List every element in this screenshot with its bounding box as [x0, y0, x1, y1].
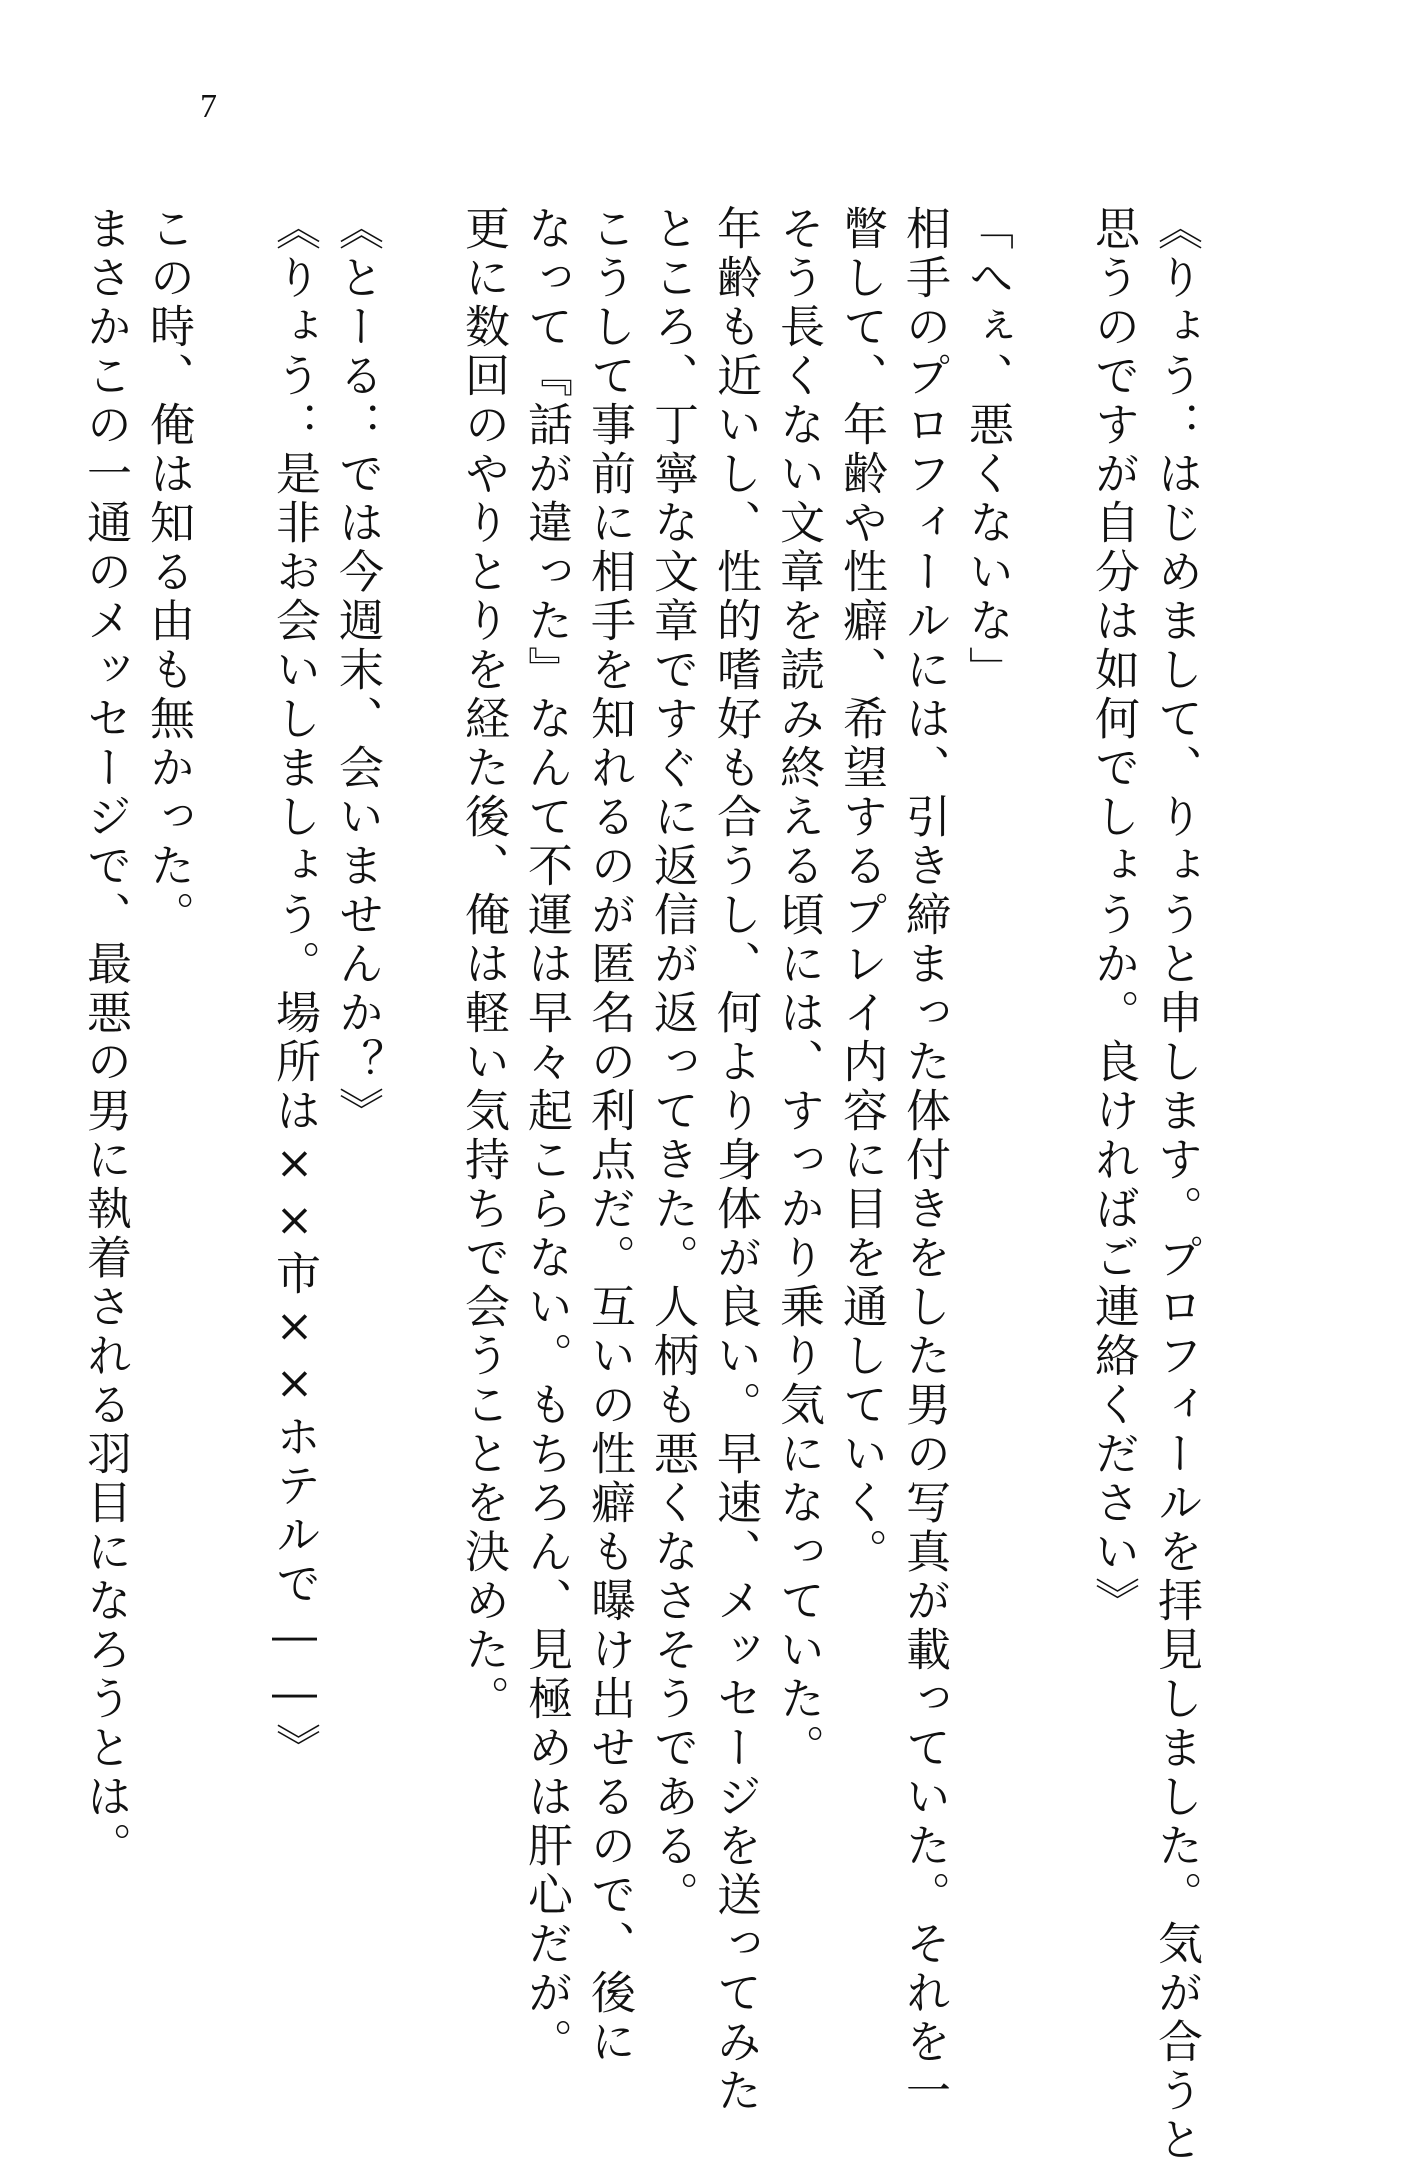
text-line: まさかこの一通のメッセージで、最悪の男に執着される羽目になろうとは。 — [79, 205, 132, 1871]
text-line: この時、俺は知る由も無かった。 — [142, 205, 195, 940]
text-line: 「へぇ、悪くないな」 — [961, 205, 1014, 695]
text-line: そう長くない文章を読み終える頃には、すっかり乗り気になっていた。 — [772, 205, 825, 1773]
text-line: ところ、丁寧な文章ですぐに返信が返ってきた。人柄も悪くなさそうである。 — [646, 205, 699, 1920]
text-line: こうして事前に相手を知れるのが匿名の利点だ。互いの性癖も曝け出せるので、後に — [583, 205, 636, 2067]
text-line: 更に数回のやりとりを経た後、俺は軽い気持ちで会うことを決めた。 — [457, 205, 510, 1724]
blank-line — [200, 205, 263, 1855]
page-number: 7 — [200, 88, 217, 125]
text-line: 《りょう：はじめまして、りょうと申します。プロフィールを拝見しました。気が合うと — [1150, 205, 1203, 2165]
text-line: 年齢も近いし、性的嗜好も合うし、何より身体が良い。早速、メッセージを送ってみた — [709, 205, 762, 2116]
text-line: 相手のプロフィールには、引き締まった体付きをした男の写真が載っていた。それを一 — [898, 205, 951, 2116]
body-text — [74, 205, 1208, 2165]
text-line: 《とーる：では今週末、会いませんか？》 — [331, 205, 384, 1136]
text-line: なって『話が違った』なんて不運は早々起こらない。もちろん、見極めは肝心だが。 — [520, 205, 573, 2067]
text-line: 思うのですが自分は如何でしょうか。良ければご連絡ください》 — [1087, 205, 1140, 1626]
text-line: 瞥して、年齢や性癖、希望するプレイ内容に目を通していく。 — [835, 205, 888, 1577]
blank-line — [389, 205, 452, 1855]
text-line: 《りょう：是非お会いしましょう。場所は××市××ホテルで――》 — [268, 205, 321, 1772]
blank-line — [1019, 205, 1082, 1855]
